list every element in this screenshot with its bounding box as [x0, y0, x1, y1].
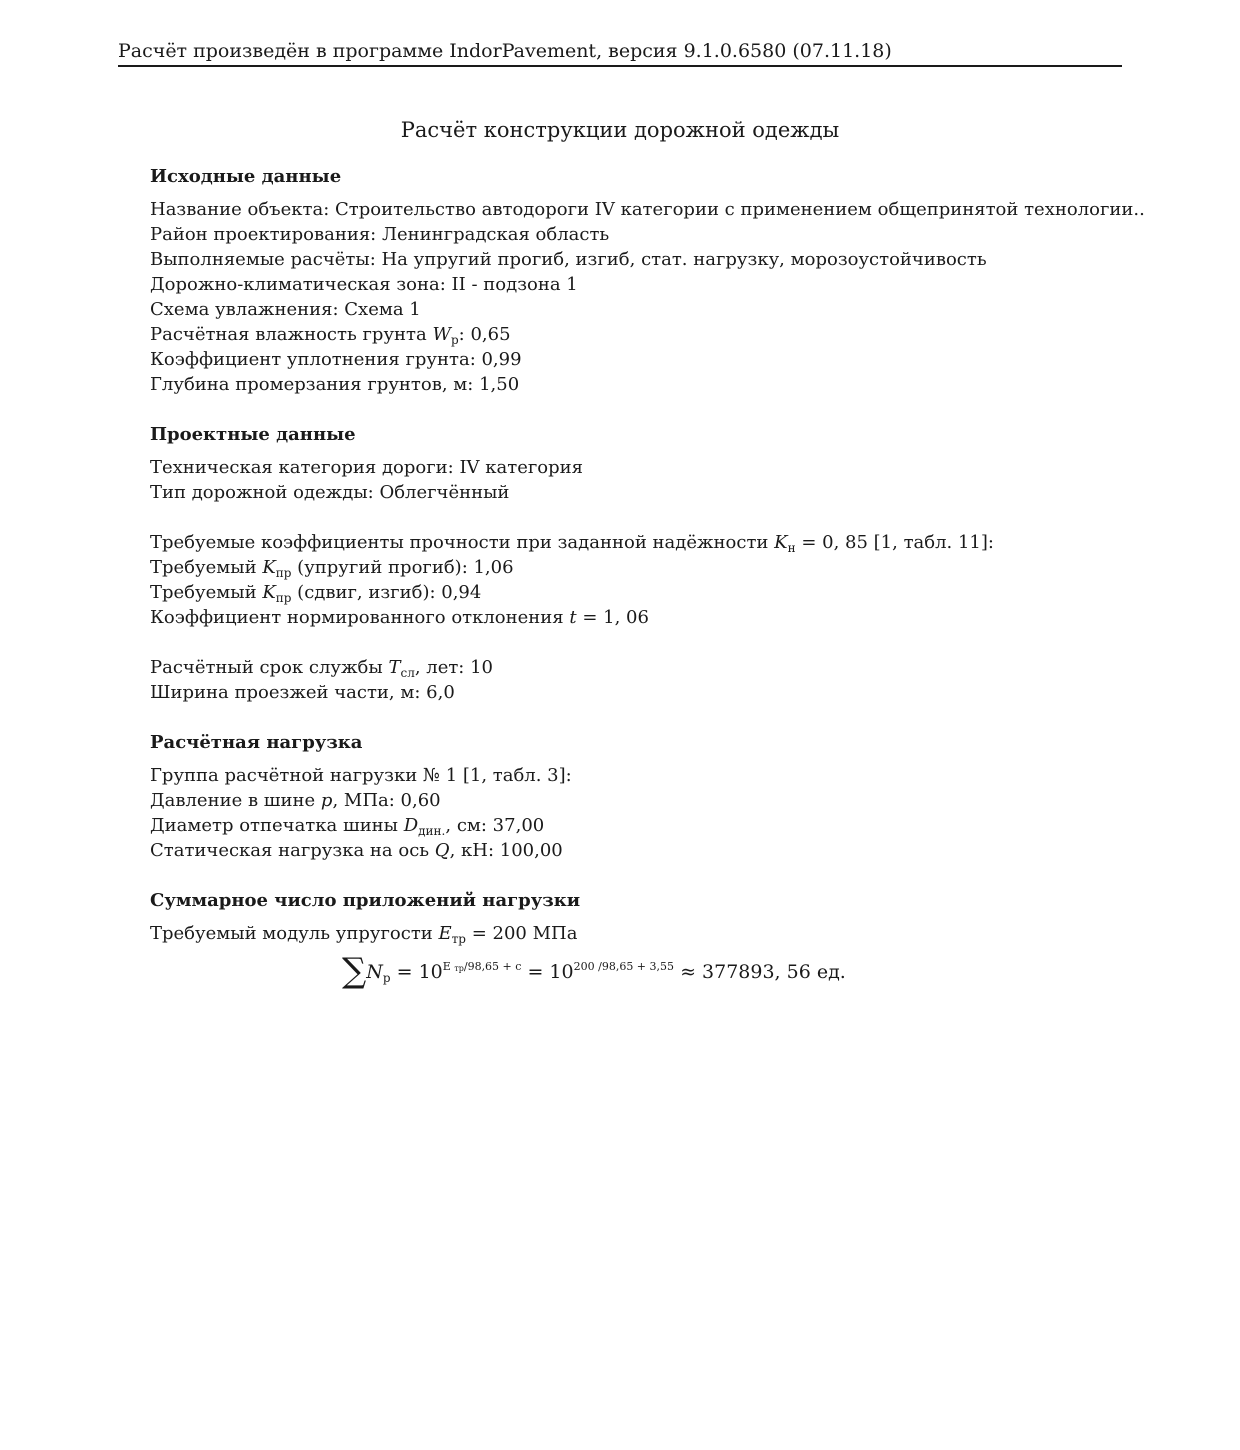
document-title: Расчёт конструкции дорожной одежды	[400, 118, 840, 142]
section-heading-project-data: Проектные данные	[150, 424, 356, 445]
kpr-shear-line	[150, 580, 1140, 605]
print-diameter-line	[150, 813, 1140, 838]
moisture-scheme-line: Схема увлажнения: Схема 1	[150, 299, 421, 320]
formula-result: ≈ 377893, 56 ед.	[674, 961, 846, 983]
service-life-symbol: T	[388, 657, 401, 678]
print-diameter-value: , см: 37,00	[445, 815, 545, 836]
formula-base-1: = 10	[390, 961, 443, 983]
program-header: Расчёт произведён в программе IndorPavement, версия 9.1.0.6580 (07.11.18)	[118, 40, 892, 62]
service-life-label: Расчётный срок службы	[150, 657, 389, 678]
tire-pressure-value: , МПа: 0,60	[332, 790, 441, 811]
load-group-line: Группа расчётной нагрузки № 1 [1, табл. 3]:	[150, 765, 572, 786]
kpr-shear-subscript: пр	[275, 591, 292, 605]
axle-load-line	[150, 838, 1140, 863]
object-name-line: Название объекта: Строительство автодороги IV категории с применением общепринятой технологии..	[150, 199, 1145, 220]
reliability-value: = 0, 85 [1, табл. 11]:	[795, 532, 994, 553]
tire-pressure-line	[150, 788, 1140, 813]
kpr-elastic-symbol: K	[262, 557, 276, 578]
required-modulus-line	[150, 921, 1140, 946]
formula-base-2: = 10	[521, 961, 574, 983]
document-body	[150, 164, 1145, 946]
service-life-value: , лет: 10	[414, 657, 493, 678]
axle-load-symbol: Q	[434, 840, 450, 861]
deviation-symbol: t	[569, 607, 577, 628]
print-diameter-label: Диаметр отпечатка шины	[150, 815, 404, 836]
kpr-elastic-value: (упругий прогиб): 1,06	[291, 557, 514, 578]
reliability-subscript: н	[787, 541, 796, 555]
section-heading-load-applications: Суммарное число приложений нагрузки	[150, 890, 581, 911]
deviation-label: Коэффициент нормированного отклонения	[150, 607, 570, 628]
sigma-symbol: ∑	[342, 951, 367, 991]
exponent-1-subscript: тр	[454, 964, 464, 973]
humidity-label: Расчётная влажность грунта	[150, 324, 433, 345]
region-line: Район проектирования: Ленинградская область	[150, 224, 610, 245]
deviation-value: = 1, 06	[576, 607, 649, 628]
spacer	[150, 705, 1140, 730]
formula-exponent-2: 200 /98,65 + 3,55	[573, 960, 675, 973]
spacer	[150, 630, 1140, 655]
freeze-depth-line: Глубина промерзания грунтов, м: 1,50	[150, 374, 520, 395]
calcs-line: Выполняемые расчёты: На упругий прогиб, изгиб, стат. нагрузку, морозоустойчивость	[150, 249, 987, 270]
pavement-type-line: Тип дорожной одежды: Облегчённый	[150, 482, 510, 503]
spacer	[150, 397, 1140, 422]
climate-zone-line: Дорожно-климатическая зона: II - подзона 1	[150, 274, 578, 295]
soil-humidity-line	[150, 322, 1140, 347]
print-diameter-subscript: дин.	[418, 824, 446, 838]
modulus-value: = 200 МПа	[465, 923, 578, 944]
axle-load-value: , кН: 100,00	[449, 840, 563, 861]
humidity-subscript: р	[450, 333, 459, 347]
reliability-symbol: K	[774, 532, 788, 553]
spacer	[150, 505, 1140, 530]
section-heading-design-load: Расчётная нагрузка	[150, 732, 363, 753]
service-life-subscript: сл	[400, 666, 415, 680]
print-diameter-symbol: D	[403, 815, 419, 836]
kpr-elastic-label: Требуемый	[150, 557, 263, 578]
kpr-shear-label: Требуемый	[150, 582, 263, 603]
kpr-elastic-line	[150, 555, 1140, 580]
exponent-1-rest: /98,65 + с	[463, 960, 522, 973]
service-life-line	[150, 655, 1140, 680]
load-applications-formula	[342, 951, 846, 991]
exponent-1-e: E	[442, 960, 455, 973]
spacer	[150, 863, 1140, 888]
kpr-shear-value: (сдвиг, изгиб): 0,94	[291, 582, 482, 603]
compaction-line: Коэффициент уплотнения грунта: 0,99	[150, 349, 522, 370]
formula-n-subscript: р	[382, 971, 391, 985]
section-heading-initial-data: Исходные данные	[150, 166, 342, 187]
modulus-subscript: тр	[451, 932, 466, 946]
kpr-shear-symbol: K	[262, 582, 276, 603]
formula-exponent-1	[443, 960, 522, 973]
required-coefficients-line	[150, 530, 1140, 555]
kpr-elastic-subscript: пр	[275, 566, 292, 580]
formula-n-symbol: N	[366, 961, 383, 983]
humidity-symbol: W	[432, 324, 451, 345]
tire-pressure-symbol: p	[320, 790, 333, 811]
axle-load-label: Статическая нагрузка на ось	[150, 840, 435, 861]
header-rule	[118, 65, 1122, 67]
humidity-value: : 0,65	[458, 324, 511, 345]
road-category-line: Техническая категория дороги: IV категория	[150, 457, 584, 478]
modulus-symbol: E	[438, 923, 452, 944]
deviation-line	[150, 605, 1140, 630]
tire-pressure-label: Давление в шине	[150, 790, 321, 811]
required-coefficients-label: Требуемые коэффициенты прочности при заданной надёжности	[150, 532, 775, 553]
carriageway-width-line: Ширина проезжей части, м: 6,0	[150, 682, 455, 703]
modulus-label: Требуемый модуль упругости	[150, 923, 439, 944]
